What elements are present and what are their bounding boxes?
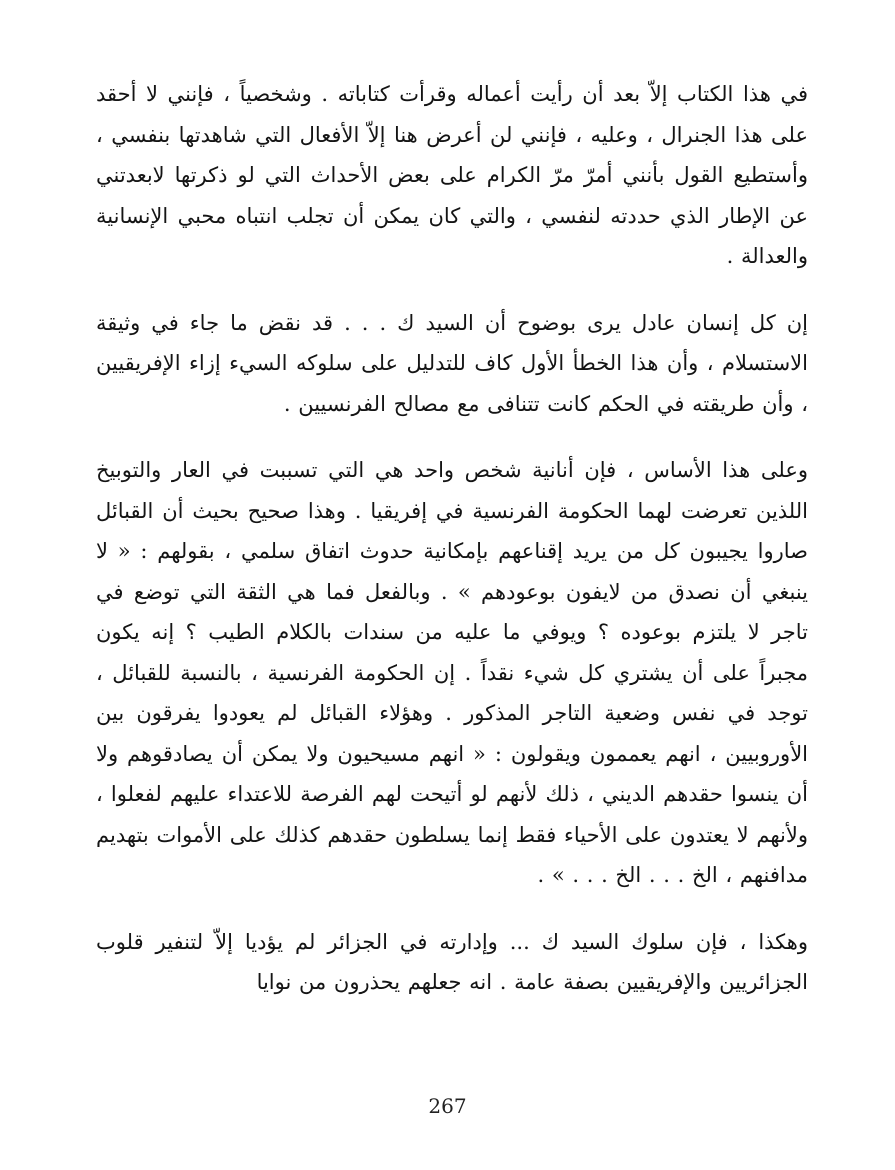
page-number: 267 — [428, 1094, 467, 1118]
page-body — [96, 74, 808, 1034]
paragraph-3: وعلى هذا الأساس ، فإن أنانية شخص واحد هي التي تسببت في العار والتوبيخ اللذين تعرضت لهما الحكومة الفرنسية في إفريقيا . وهذا صحيح بحيث أن القبائل صاروا يجيبون كل من يريد إقناعهم بإمكانية حدوث اتفاق سلمي ، بقولهم : « لا ينبغي أن نصدق من لايفون بوعودهم » . وبالفعل فما هي الثقة التي توضع في تاجر لا يلتزم بوعوده ؟ ويوفي ما عليه من سندات بالكلام الطيب ؟ إنه يكون مجبراً على أن يشتري كل شيء نقداً . إن الحكومة الفرنسية ، بالنسبة للقبائل ، توجد في نفس وضعية التاجر المذكور . وهؤلاء القبائل لم يعودوا يفرقون بين الأوروبيين ، انهم يعممون ويقولون : « انهم مسيحيون ولا يمكن أن يصادقوهم ولا أن ينسوا حقدهم الديني ، ذلك لأنهم لو أتيحت لهم الفرصة للاعتداء عليهم لفعلوا ، ولأنهم لا يعتدون على الأحياء فقط إنما يسلطون حقدهم كذلك على الأموات بتهديم مدافنهم ، الخ . . . الخ . . . » . — [96, 458, 808, 887]
paragraph-1: في هذا الكتاب إلاّ بعد أن رأيت أعماله وقرأت كتاباته . وشخصياً ، فإنني لا أحقد على هذا الجنرال ، وعليه ، فإنني لن أعرض هنا إلاّ الأفعال التي شاهدتها بنفسي ، وأستطيع القول بأنني أمرّ مرّ الكرام على بعض الأحداث التي لو ذكرتها لابعدتني عن الإطار الذي حددته لنفسي ، والتي كان يمكن أن تجلب انتباه محبي الإنسانية والعدالة . — [96, 82, 808, 268]
paragraph-4: وهكذا ، فإن سلوك السيد ك ... وإدارته في الجزائر لم يؤديا إلاّ لتنفير قلوب الجزائريين والإفريقيين بصفة عامة . انه جعلهم يحذرون من نوايا — [96, 929, 808, 994]
paragraph-2: إن كل إنسان عادل يرى بوضوح أن السيد ك . . . قد نقض ما جاء في وثيقة الاستسلام ، وأن هذا الخطأ الأول كاف للتدليل على سلوكه السيء إزاء الإفريقيين ، وأن طريقته في الحكم كانت تتنافى مع مصالح الفرنسيين . — [96, 310, 808, 416]
